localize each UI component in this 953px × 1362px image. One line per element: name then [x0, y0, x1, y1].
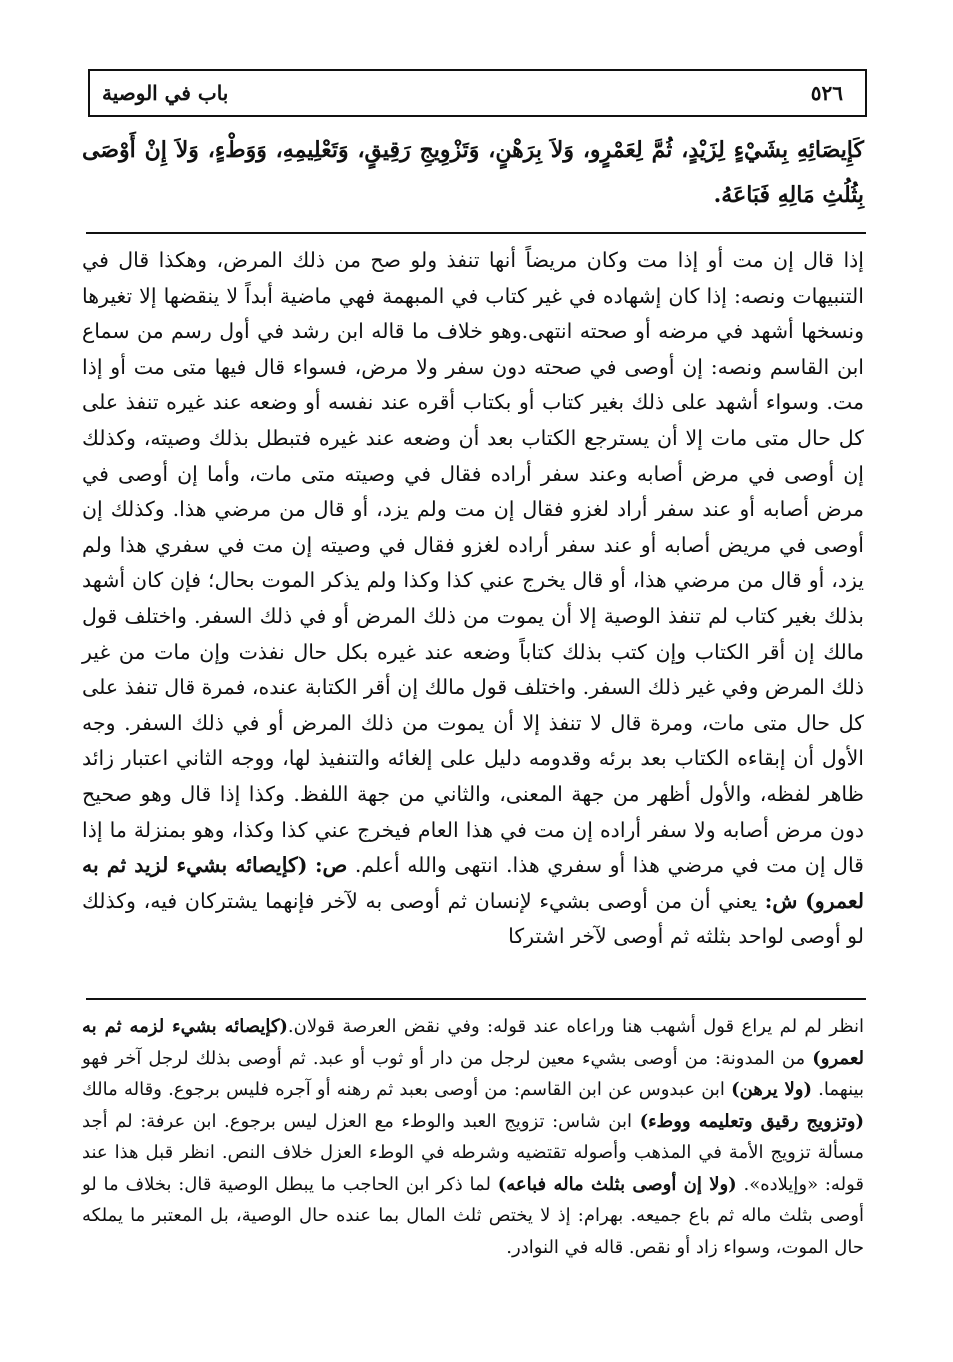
footnote-quote: (ولا إن أوصى بثلث ماله فباعه) [497, 1173, 737, 1195]
main-text: كَإِيصَائِهِ بِشَيْءٍ لِزَيْدٍ، ثُمَّ لِعَمْرٍو، وَلاَ بِرَهْنٍ، وَتَزْوِيجِ رَقِيقٍ، وَتَعْلِيمِهِ، وَوَطْءٍ، وَلاَ إِنْ أَوْصَى بِثُلُثِ مَالِهِ فَبَاعَهُ. [82, 137, 864, 208]
shin-label: ش: [764, 888, 798, 913]
footnote-text: لما ذكر ابن الحاجب ما يبطل الوصية قال: بخلاف ما لو أوصى بثلث ماله ثم باع جميعه. بهرام: إذ لا يختص ثلث المال بما عنده حال الوصية، بل المعتبر ما يملكه حال الموت، وسواء زاد أو نقص. قاله في النوادر. [82, 1173, 864, 1258]
commentary-paragraph: إذا قال إن مت أو إذا مت وكان مريضاً أنها تنفذ ولو صح من ذلك المرض، وهكذا قال في التنبيهات ونصه: إذا كان إشهاده في غير كتاب في المبهمة فهي ماضية أبداً لا ينقضها إلا تغيرها ونسخها أشهد في مرضه أو صحته انتهى.وهو خلاف ما قاله ابن رشد في أول رسم من سماع ابن القاسم ونصه: إن أوصى في صحته دون سفر ولا مرض، فسواء قال فيها متى مت أو إذا مت. وسواء أشهد على ذلك بغير كتاب أو بكتاب أقره عند نفسه أو وضعه عند غيره تنفذ على كل حال متى مات إلا أن يسترجع الكتاب بعد أن وضعه عند غيره فتبطل بذلك وصيته، وكذلك إن أوصى في مرض أصابه وعند سفر أراده فقال في وصيته متى مات، وأما إن أوصى في مرض أصابه أو عند سفر أراد لغزو فقال إن مت ولم يزد، أو قال من مرضي هذا. وكذلك إن أوصى في مريض أصابه أو عند سفر أراده لغزو فقال في وصيته إن مت في سفري هذا ولم يزد، أو قال من مرضي هذا، أو قال يخرج عني كذا وكذا ولم يذكر الموت بحال؛ فإن كان أشهد بذلك بغير كتاب لم تنفذ الوصية إلا أن يموت من ذلك المرض أو في ذلك السفر. واختلف قول مالك إن أقر الكتاب وإن كتب بذلك كتاباً وضعه عند غيره بكل حال نفذت وإن مات من غير ذلك المرض وفي غير ذلك السفر. واختلف قول مالك إن أقر الكتابة عنده، فمرة قال تنفذ على كل حال متى مات، ومرة قال لا تنفذ إلا أن يموت من ذلك المرض أو في ذلك السفر. وجه الأول أن إبقاءه الكتاب بعد برئه وقدومه دليل على إلغائه والتنفيذ لها، ووجه الثاني اعتبار زائد ظاهر لفظه، والأول أظهر من جهة المعنى، والثاني من جهة اللفظ. وكذا إذا قال وهو صحيح دون مرض أصابه ولا سفر أراده إن مت في هذا العام فيخرج عني كذا وكذا، وهو بمنزلة ما إذا قال إن مت في مرضي هذا أو سفري هذا. انتهى والله أعلم. [82, 248, 864, 878]
page-number: ٥٢٦ [810, 81, 843, 105]
commentary [82, 243, 864, 955]
sad-label: ص: [314, 853, 348, 878]
quoted-matn: (كإيصائه بشيء لزيد ثم به لعمرو) [82, 853, 864, 913]
footnote-quote: (وتزويج رقيق وتعليمه ووطء) [639, 1110, 864, 1132]
footnote-text: من المدونة: من أوصى بشيء معين لرجل من دار أو ثوب أو عبد. ثم أوصى بذلك لرجل آخر فهو بينهما. [82, 1047, 864, 1100]
footnote-text: ابن شاس: تزويج العبد والوطء مع العزل ليس برجوع. ابن عرفة: لم أجد مسألة تزويج الأمة في المذهب وأصوله تقتضيه وشرطه في الوطء العزل خلاف النص. انظر قبل هذا عند قوله: «وإيلاده». [82, 1110, 864, 1195]
footnotes [82, 1011, 864, 1263]
footnote-text: انظر لم لم يراع قول أشهب هنا وراعاه عند قوله: وفي نقض العرصة قولان. [287, 1016, 864, 1037]
divider-footnotes [86, 998, 866, 1000]
footnote-text: ابن عبدوس عن ابن القاسم: من أوصى بعبد ثم رهنه أو آجره فليس برجوع. وقاله مالك [82, 1079, 725, 1100]
page-header [88, 69, 867, 117]
chapter-title: باب في الوصية [102, 81, 229, 105]
footnote-quote: (ولا يرهن) [731, 1079, 812, 1100]
footnote-quote: (كإيصائه بشيء لزمه ثم به لعمرو) [82, 1016, 864, 1069]
commentary-continuation: يعني أن من أوصى بشيء لإنسان ثم أوصى به لآخر فإنهما يشتركان فيه، وكذلك لو أوصى لواحد بثلثه ثم أوصى لآخر اشتركا [82, 888, 864, 949]
divider-main-commentary [86, 232, 866, 234]
